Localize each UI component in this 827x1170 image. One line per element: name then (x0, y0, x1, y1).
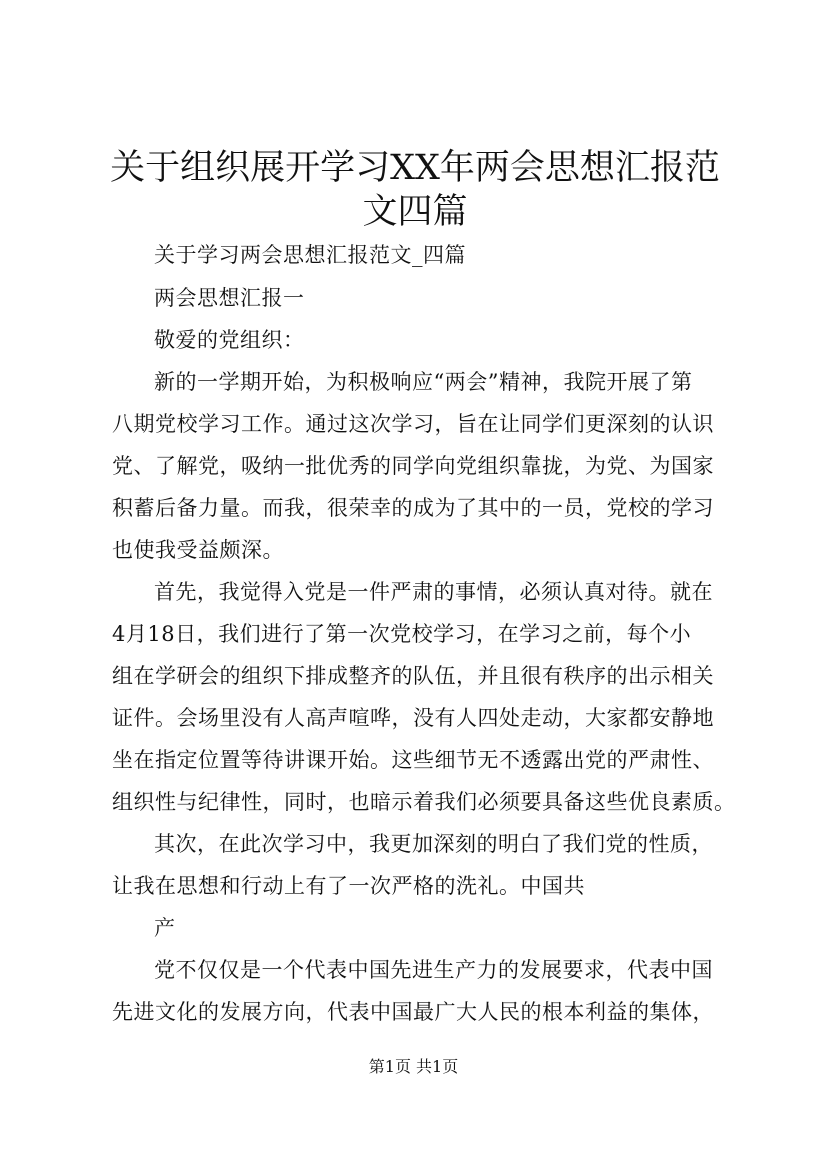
paragraph-line: 积蓄后备力量。而我，很荣幸的成为了其中的一员，党校的学习 (112, 496, 714, 520)
paragraph-line: 组织性与纪律性，同时，也暗示着我们必须要具备这些优良素质。 (112, 790, 736, 814)
paragraph-line: 两会思想汇报一 (154, 286, 305, 310)
paragraph-line: 敬爱的党组织： (154, 328, 305, 352)
paragraph-line: 新的一学期开始，为积极响应“两会”精神，我院开展了第 (154, 370, 693, 394)
paragraph-line: 党不仅仅是一个代表中国先进生产力的发展要求，代表中国 (154, 958, 713, 982)
paragraph-line: 关于学习两会思想汇报范文_四篇 (154, 243, 466, 267)
paragraph-line: 也使我受益颇深。 (112, 538, 284, 562)
paragraph-line: 证件。会场里没有人高声喧哗，没有人四处走动，大家都安静地 (112, 706, 714, 730)
page-footer: 第1页 共1页 (368, 1057, 459, 1076)
paragraph-line: 组在学研会的组织下排成整齐的队伍，并且很有秩序的出示相关 (112, 664, 714, 688)
paragraph-line: 4月18日，我们进行了第一次党校学习，在学习之前，每个小 (112, 622, 692, 646)
paragraph-line: 让我在思想和行动上有了一次严格的洗礼。中国共 (112, 874, 585, 898)
paragraph-line: 八期党校学习工作。通过这次学习，旨在让同学们更深刻的认识 (112, 412, 714, 436)
paragraph-line: 党、了解党，吸纳一批优秀的同学向党组织靠拢，为党、为国家 (112, 454, 714, 478)
paragraph-line: 坐在指定位置等待讲课开始。这些细节无不透露出党的严肃性、 (112, 748, 714, 772)
paragraph-line: 首先，我觉得入党是一件严肃的事情，必须认真对待。就在 (154, 580, 713, 604)
paragraph-line: 其次，在此次学习中，我更加深刻的明白了我们党的性质， (154, 832, 713, 856)
document-title: 关于组织展开学习XX年两会思想汇报范文四篇 (110, 148, 720, 232)
paragraph-line: 先进文化的发展方向，代表中国最广大人民的根本利益的集体， (112, 1000, 714, 1024)
paragraph-line: 产 (154, 916, 176, 940)
